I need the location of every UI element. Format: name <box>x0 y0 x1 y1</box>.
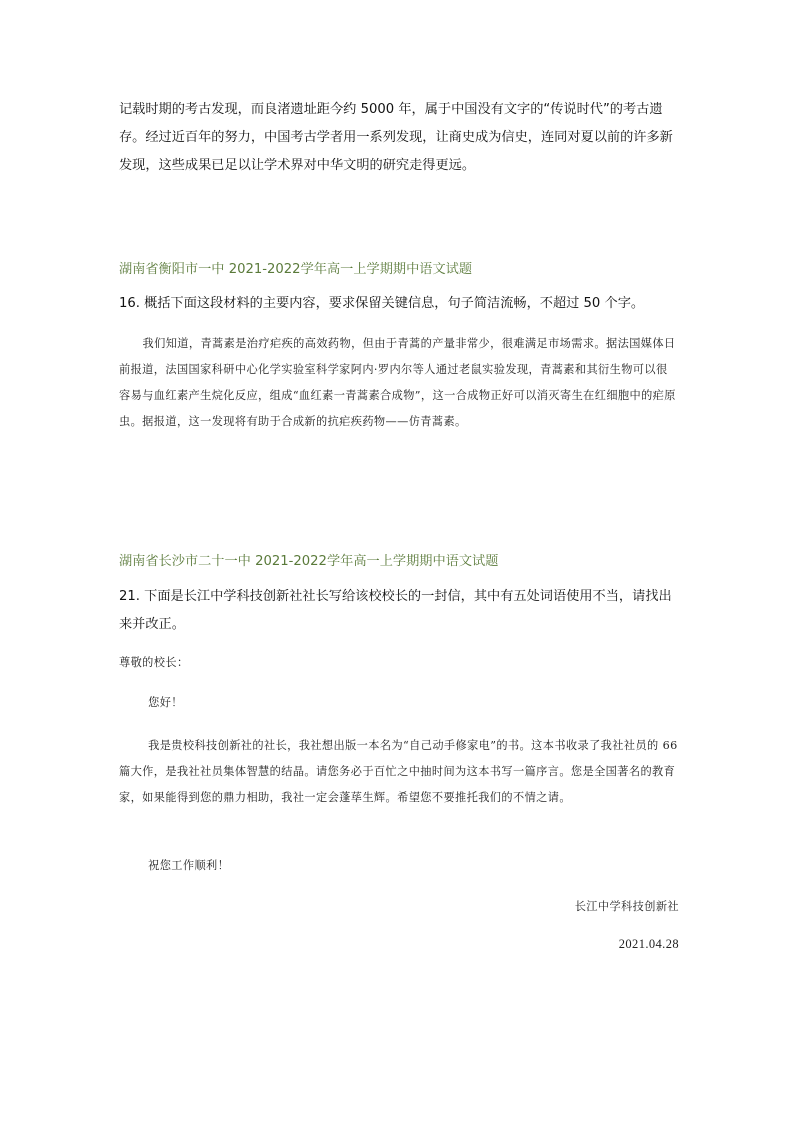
letter-body: 我是贵校科技创新社的社长，我社想出版一本名为“自己动手修家电”的书。这本书收录了我社社员的 66 篇大作，是我社社员集体智慧的结晶。请您务必于百忙之中抽时间为这本书写一篇序言。您是全国著名的教育家，如果能得到您的鼎力相助，我社一定会蓬荜生辉。希望您不要推托我们的不情之请。 <box>119 739 678 804</box>
section2-question: 21. 下面是长江中学科技创新社社长写给该校校长的一封信，其中有五处词语使用不当，请找出来并改正。 <box>119 589 672 632</box>
letter-closing: 祝您工作顺利！ <box>148 859 230 872</box>
letter-date: 2021.04.28 <box>618 937 679 951</box>
section1-source: 湖南省衡阳市一中 2021-2022学年高一上学期期中语文试题 <box>119 262 473 277</box>
section1-question: 16. 概括下面这段材料的主要内容，要求保留关键信息，句子简洁流畅，不超过 50 个字。 <box>119 296 645 311</box>
letter-salutation: 尊敬的校长： <box>119 656 189 669</box>
letter-signature: 长江中学科技创新社 <box>574 900 679 913</box>
intro-text: 记载时期的考古发现，而良渚遗址距今约 5000 年，属于中国没有文字的“传说时代”的考古遗存。经过近百年的努力，中国考古学者用一系列发现，让商史成为信史，连同对夏以前的许多新发现，这些成果已足以让学术界对中华文明的研究走得更远。 <box>119 102 673 173</box>
passage-text: 我们知道，青蒿素是治疗疟疾的高效药物，但由于青蒿的产量非常少，很难满足市场需求。据法国媒体日前报道，法国国家科研中心化学实验室科学家阿内·罗内尔等人通过老鼠实验发现，青蒿素和其衍生物可以很容易与血红素产生烷化反应，组成“血红素一青蒿素合成物”，这一合成物正好可以消灭寄生在红细胞中的疟原虫。据报道，这一发现将有助于合成新的抗疟疾药物——仿青蒿素。 <box>119 337 676 428</box>
letter-greeting: 您好！ <box>148 696 183 709</box>
section2-source: 湖南省长沙市二十一中 2021-2022学年高一上学期期中语文试题 <box>119 554 499 569</box>
letter <box>119 0 679 1123</box>
